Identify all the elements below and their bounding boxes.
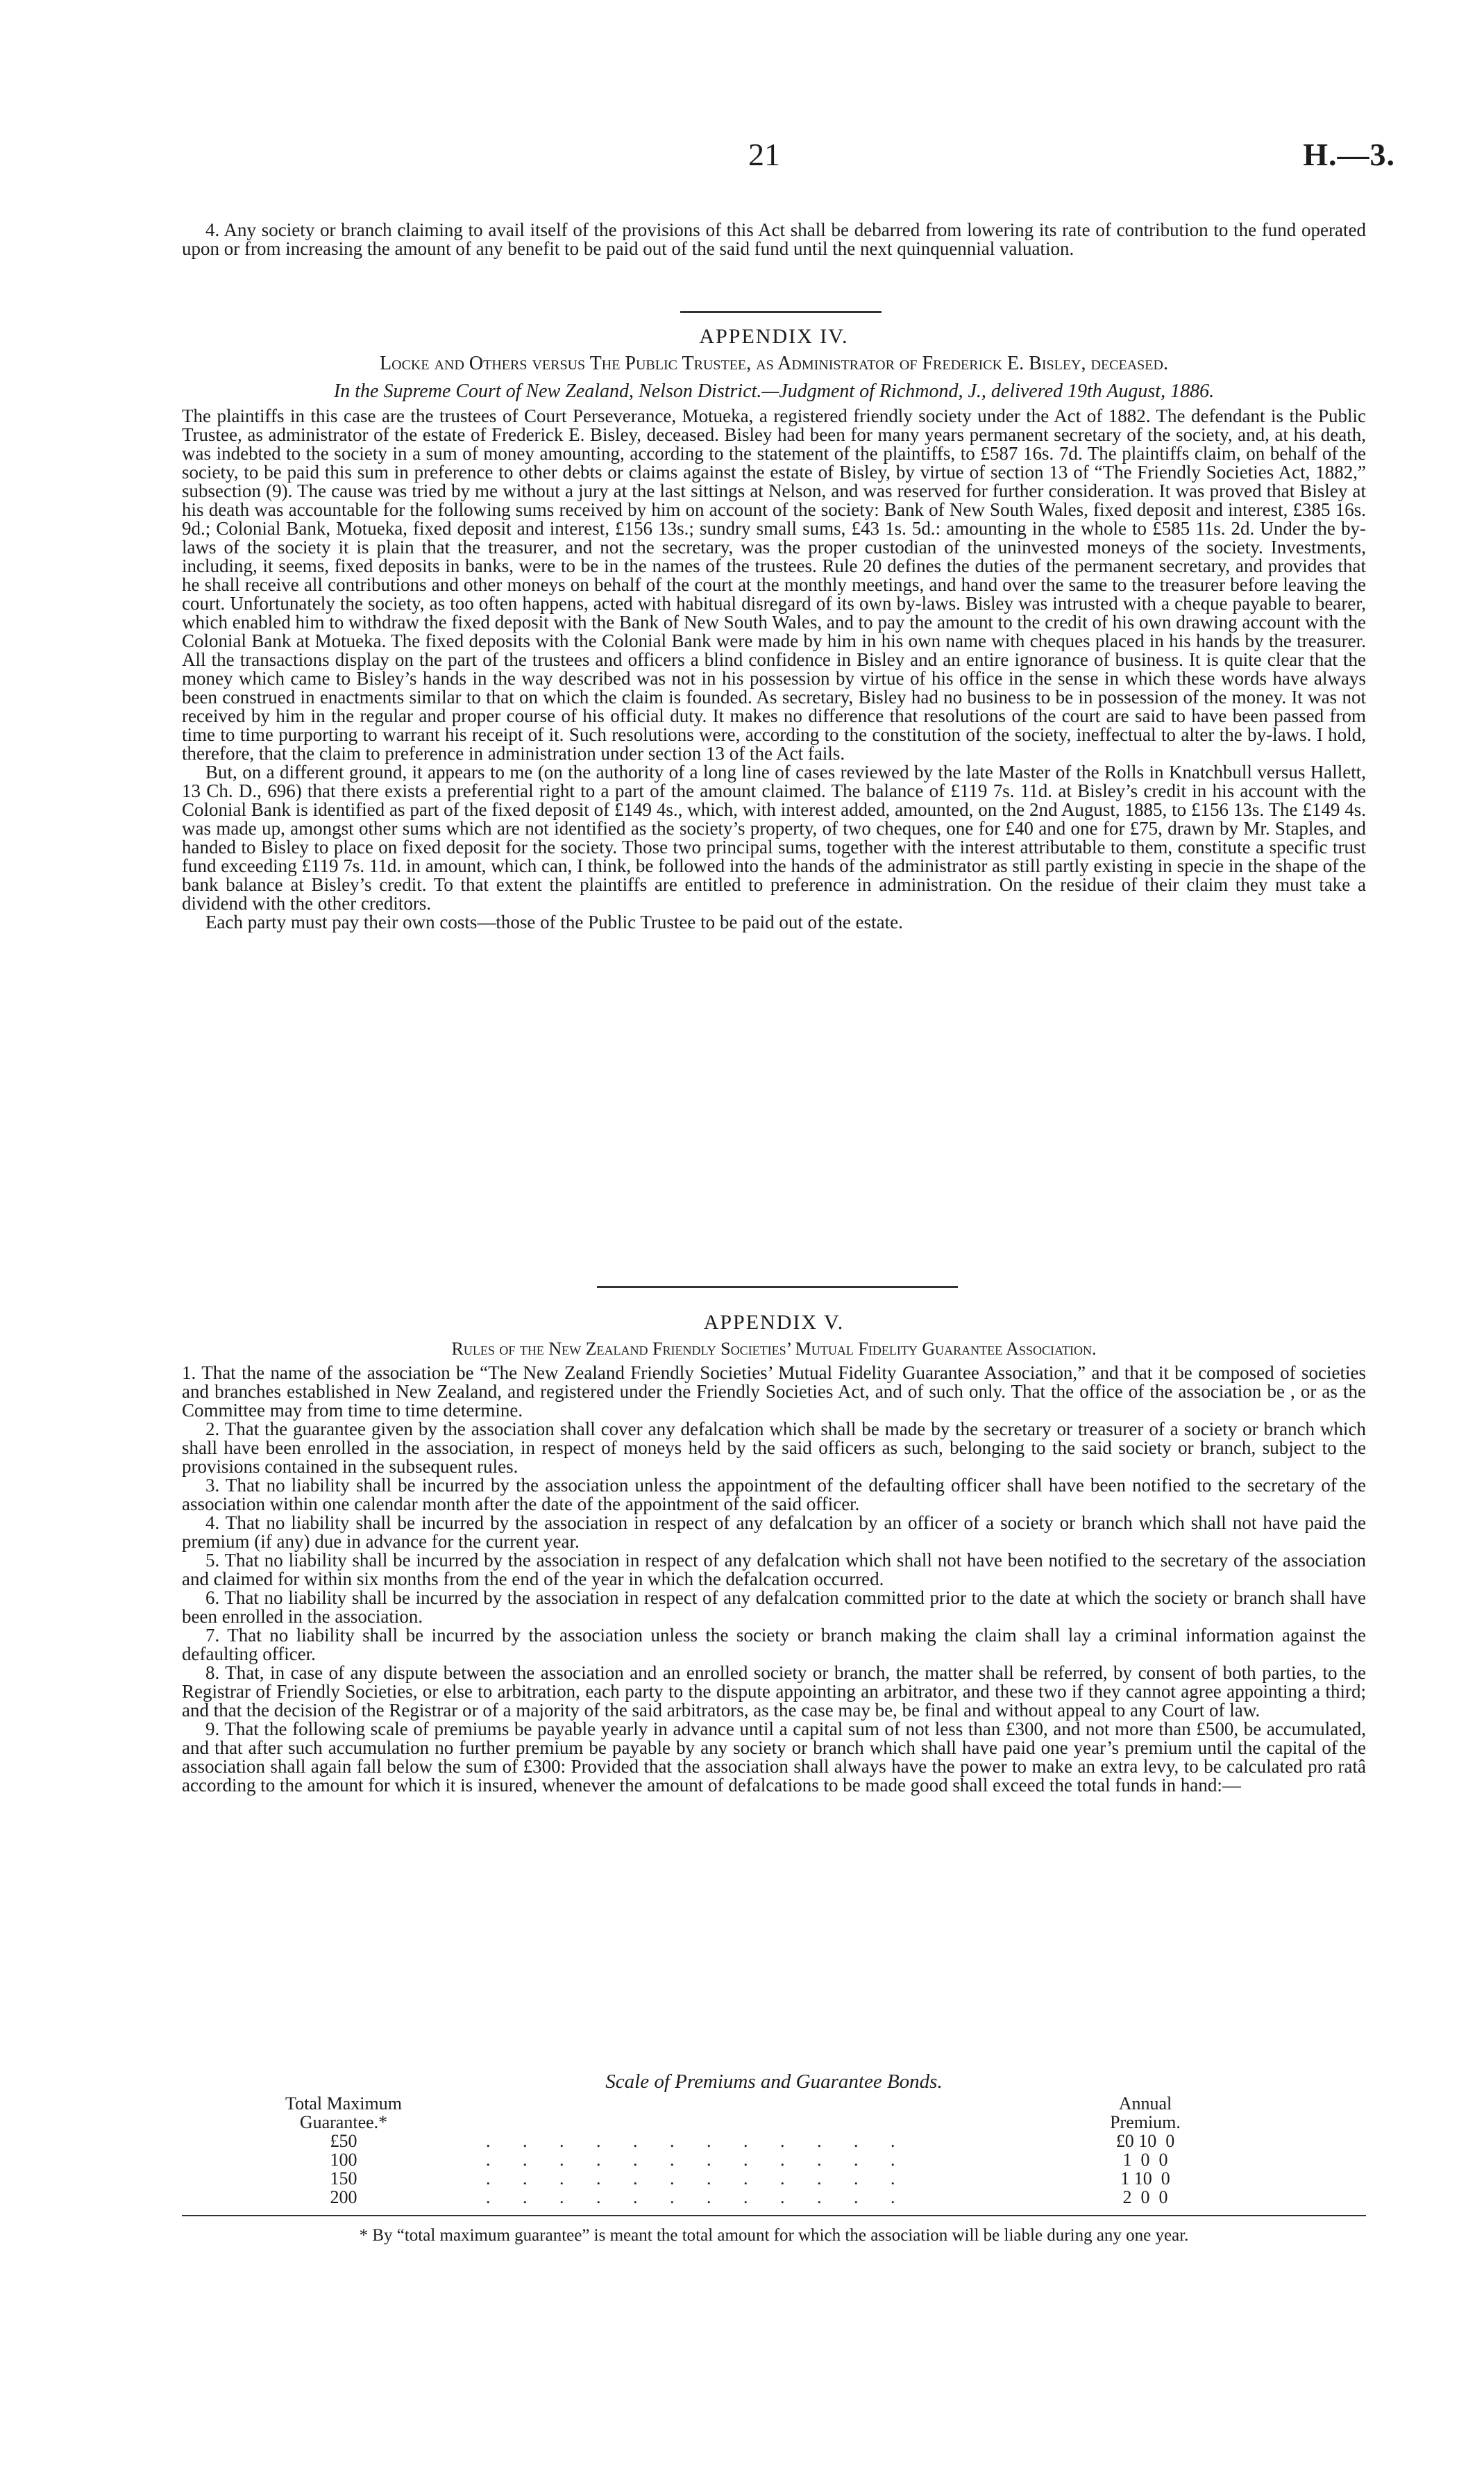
document-code: H.—3. xyxy=(1303,137,1395,172)
table-row xyxy=(278,2132,1249,2150)
table-row xyxy=(278,2150,1249,2169)
dot-leader: . . . . . . . . . . . . xyxy=(486,2168,909,2189)
rule-1: 1. That the name of the association be “The New Zealand Friendly Societies’ Mutual Fidelity Guarantee Association,” and that it be composed of societies and branches established in New Zealand, and registered under the Friendly Societies Act, and of such only. That the office of the association be , or as the Committee may from time to time determine. xyxy=(182,1362,1366,1421)
judgment-paragraph-1: The plaintiffs in this case are the trustees of Court Perseverance, Motueka, a registered friendly society under the Act of 1882. The defendant is the Public Trustee, as administrator of the estate of Frederick E. Bisley, deceased. Bisley had been for many years permanent secretary of the society, and, at his death, was indebted to the society in a sum of money amounting, according to the statement of the plaintiffs, to £587 16s. 7d. The plaintiffs claim, on behalf of the society, to be paid this sum in preference to other debts or claims against the estate of Bisley, by virtue of section 13 of “The Friendly Societies Act, 1882,” subsection (9). The cause was tried by me without a jury at the last sittings at Nelson, and was reserved for further consideration. It was proved that Bisley at his death was accountable for the following sums received by him on account of the society: Bank of New South Wales, fixed deposit and interest, £385 16s. 9d.; Colonial Bank, Motueka, fixed deposit and interest, £156 13s.; sundry small sums, £43 1s. 5d.: amounting in the whole to £585 11s. 2d. Under the by-laws of the society it is plain that the treasurer, and not the secretary, was the proper custodian of the uninvested moneys of the society. Investments, including, it seems, fixed deposits in banks, were to be in the names of the trustees. Rule 20 defines the duties of the permanent secretary, and provides that he shall receive all contributions and other moneys on behalf of the court at the monthly meetings, and hand over the same to the treasurer before leaving the court. Unfortunately the society, as too often happens, acted with habitual disregard of its own by-laws. Bisley was intrusted with a cheque payable to bearer, which enabled him to withdraw the fixed deposit with the Bank of New South Wales, and to pay the amount to the credit of his own drawing account with the Colonial Bank at Motueka. The fixed deposits with the Colonial Bank were made by him in his own name with cheques placed in his hands by the treasurer. All the transactions display on the part of the trustees and officers a blind confidence in Bisley and an entire ignorance of business. It is quite clear that the money which came to Bisley’s hands in the way described was not in his possession by virtue of his office in the sense in which these words have always been construed in enactments similar to that on which the claim is founded. As secretary, Bisley had no business to be in possession of the money. It was not received by him in the regular and proper course of his official duty. It makes no difference that resolutions of the court are said to have been passed from time to time purporting to warrant his receipt of it. Such resolutions were, according to the constitution of the society, ineffectual to alter the by-laws. I hold, therefore, that the claim to preference in administration under section 13 of the Act fails. xyxy=(182,405,1366,764)
guarantee-cell: 200 xyxy=(330,2187,357,2207)
table-header-row-1 xyxy=(278,2094,1249,2113)
col-premium-header: Premium. xyxy=(1110,2112,1181,2132)
col-guarantee-header: Guarantee.* xyxy=(299,2112,388,2132)
dot-leader: . . . . . . . . . . . . xyxy=(486,2150,909,2170)
guarantee-cell: 100 xyxy=(330,2150,357,2170)
appendix-iv-heading: APPENDIX IV. xyxy=(699,325,849,348)
appendix-v-heading: APPENDIX V. xyxy=(703,1311,845,1334)
premium-cell: 2 0 0 xyxy=(1122,2187,1168,2207)
section-divider xyxy=(597,1286,958,1288)
intro-clause-block xyxy=(182,221,1366,258)
appendix-iv xyxy=(182,325,1366,932)
table-row xyxy=(278,2188,1249,2207)
col-guarantee-header: Total Maximum xyxy=(285,2093,402,2114)
dot-leader: . . . . . . . . . . . . xyxy=(486,2187,909,2207)
footnote: * By “total maximum guarantee” is meant the total amount for which the association will be liable during any one year. xyxy=(359,2226,1189,2245)
case-title: Locke and Others versus The Public Trustee, as Administrator of Frederick E. Bisley, deceased. xyxy=(380,353,1168,374)
footnote-rule xyxy=(182,2215,1366,2216)
judgment-paragraph-2: But, on a different ground, it appears to me (on the authority of a long line of cases reviewed by the late Master of the Rolls in Knatchbull versus Hallett, 13 Ch. D., 696) that there exists a preferential right to a part of the amount claimed. The balance of £119 7s. 11d. at Bisley’s credit in his account with the Colonial Bank is identified as part of the fixed deposit of £149 4s., which, with interest added, amounted, on the 2nd August, 1885, to £156 13s. The £149 4s. was made up, amongst other sums which are not identified as the society’s property, of two cheques, one for £40 and one for £75, drawn by Mr. Staples, and handed to Bisley to place on fixed deposit for the society. Those two principal sums, together with the interest attributable to them, constitute a specific trust fund exceeding £119 7s. 11d. in amount, which can, I think, be followed into the hands of the administrator as still partly existing in specie in the shape of the bank balance at Bisley’s credit. To that extent the plaintiffs are entitled to preference in administration. On the residue of their claim they must take a dividend with the other creditors. xyxy=(182,762,1366,914)
rules-subtitle: Rules of the New Zealand Friendly Societies’ Mutual Fidelity Guarantee Association. xyxy=(451,1339,1097,1359)
premium-table xyxy=(278,2094,1249,2207)
rule-3: 3. That no liability shall be incurred by the association unless the appointment of the defaulting officer shall have been notified to the secretary of the association within one calendar month after the date of the appointment of the said officer. xyxy=(182,1475,1366,1514)
guarantee-cell: 150 xyxy=(330,2168,357,2189)
judgment-paragraph-3: Each party must pay their own costs—those of the Public Trustee to be paid out of the estate. xyxy=(205,912,903,932)
section-divider xyxy=(680,311,882,313)
premium-table-title: Scale of Premiums and Guarantee Bonds. xyxy=(605,2070,943,2093)
premium-cell: 1 10 0 xyxy=(1120,2168,1170,2189)
appendix-v xyxy=(182,1311,1366,1795)
court-line: In the Supreme Court of New Zealand, Nelson District.—Judgment of Richmond, J., delivered 19th August, 1886. xyxy=(333,380,1215,402)
rule-6: 6. That no liability shall be incurred by the association in respect of any defalcation committed prior to the date at which the society or branch shall have been enrolled in the association. xyxy=(182,1587,1366,1627)
dot-leader: . . . . . . . . . . . . xyxy=(486,2131,909,2151)
guarantee-cell: £50 xyxy=(330,2131,357,2151)
table-row xyxy=(278,2169,1249,2188)
premium-cell: 1 0 0 xyxy=(1122,2150,1168,2170)
intro-clause: 4. Any society or branch claiming to avail itself of the provisions of this Act shall be debarred from lowering its rate of contribution to the fund operated upon or from increasing the amount of any benefit to be paid out of the said fund until the next quinquennial valuation. xyxy=(182,219,1366,259)
rule-9: 9. That the following scale of premiums be payable yearly in advance until a capital sum of not less than £300, and not more than £500, be accumulated, and that after such accumulation no further premium be payable by any society or branch which shall have paid one year’s premium until the capital of the association shall again fall below the sum of £300: Provided that the association shall always have the power to make an extra levy, to be calculated pro ratâ according to the amount for which it is insured, whenever the amount of defalcations to be made good shall exceed the total funds in hand:— xyxy=(182,1718,1366,1796)
rule-2: 2. That the guarantee given by the association shall cover any defalcation which shall be made by the secretary or treasurer of a society or branch which shall have been enrolled in the association, in respect of moneys held by the said officers as such, belonging to the said society or branch, subject to the provisions contained in the subsequent rules. xyxy=(182,1419,1366,1477)
rule-8: 8. That, in case of any dispute between the association and an enrolled society or branch, the matter shall be referred, by consent of both parties, to the Registrar of Friendly Societies, or else to arbitration, each party to the dispute appointing an arbitrator, and these two if they cannot agree appointing a third; and that the decision of the Registrar or of a majority of the said arbitrators, as the case may be, be final and without appeal to any Court of law. xyxy=(182,1662,1366,1721)
premium-cell: £0 10 0 xyxy=(1115,2131,1175,2151)
col-premium-header: Annual xyxy=(1118,2093,1172,2114)
table-header-row-2 xyxy=(278,2113,1249,2132)
rule-7: 7. That no liability shall be incurred by the association unless the society or branch making the claim shall lay a criminal information against the defaulting officer. xyxy=(182,1625,1366,1664)
page-number: 21 xyxy=(748,137,780,172)
rule-4: 4. That no liability shall be incurred by the association in respect of any defalcation by an officer of a society or branch which shall not have paid the premium (if any) due in advance for the current year. xyxy=(182,1512,1366,1552)
rule-5: 5. That no liability shall be incurred by the association in respect of any defalcation which shall not have been notified to the secretary of the association and claimed for within six months from the end of the year in which the defalcation occurred. xyxy=(182,1550,1366,1589)
